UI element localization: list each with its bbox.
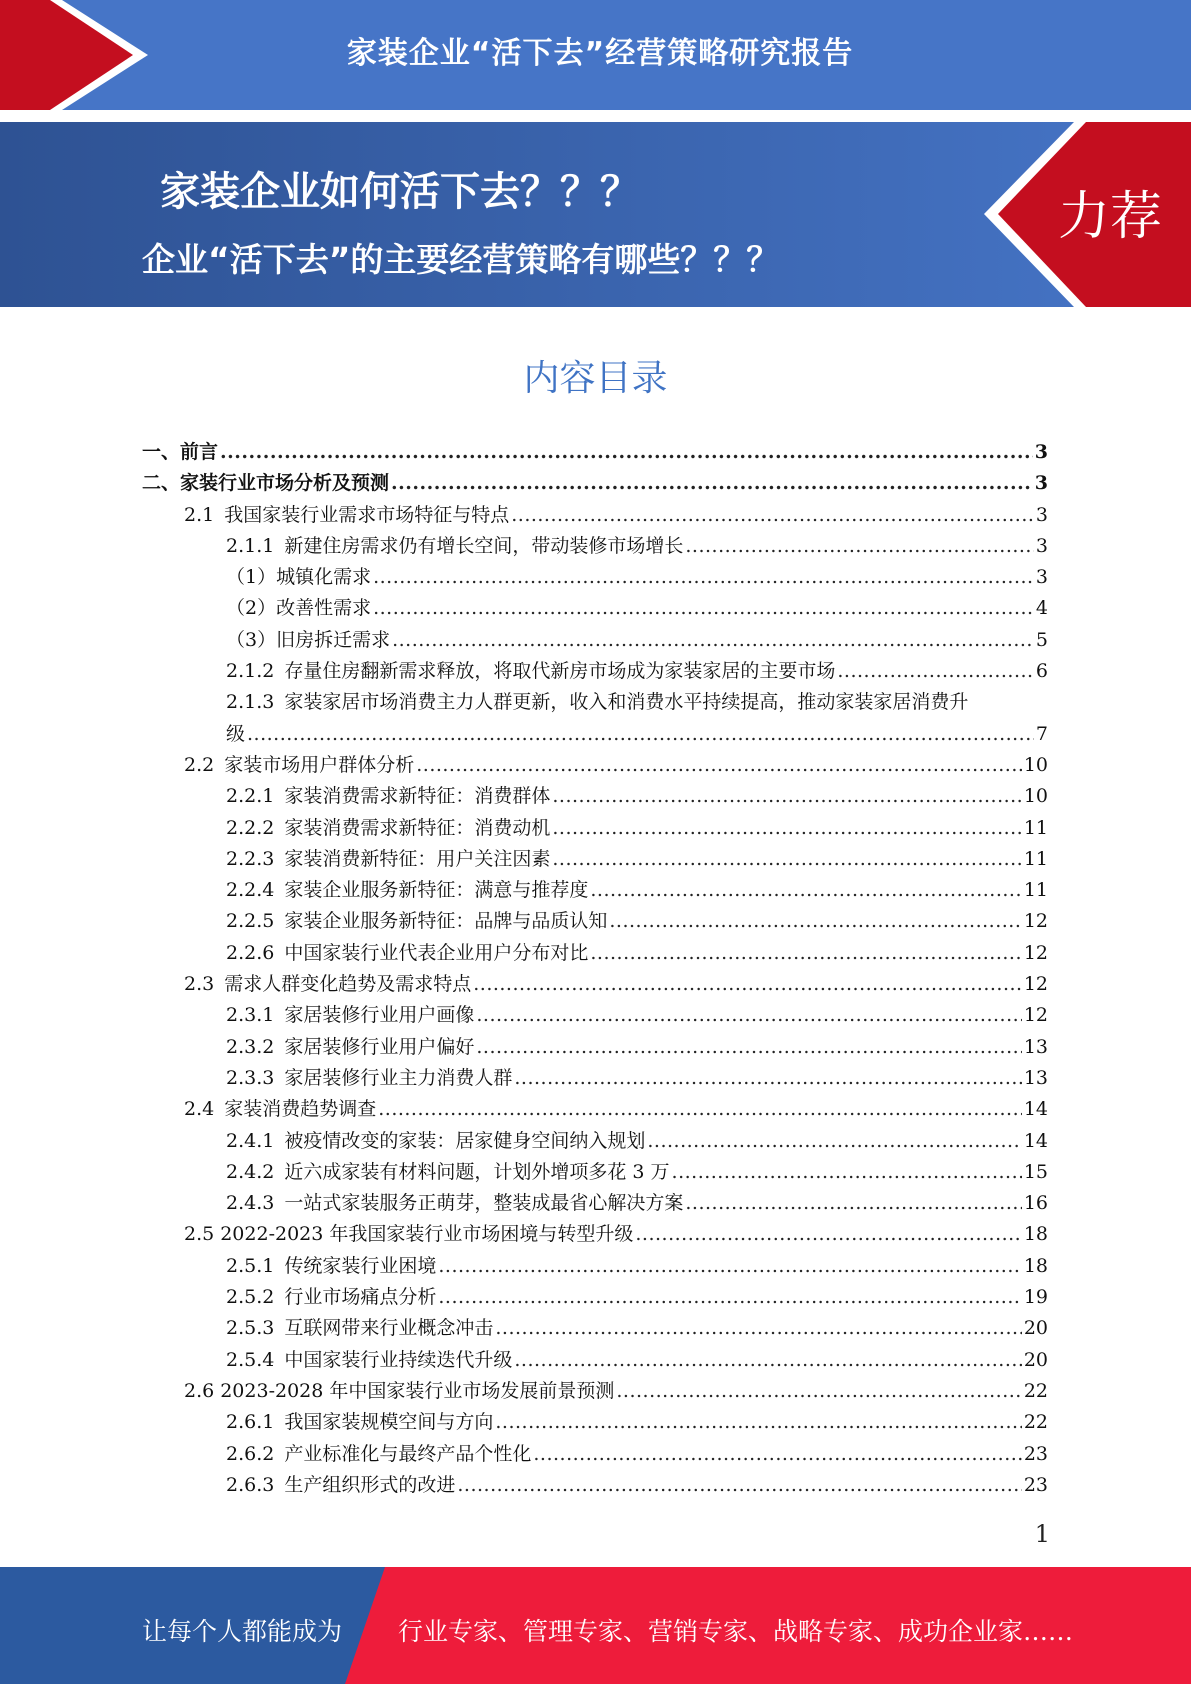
- banner-question-1: 家装企业如何活下去？？？: [160, 169, 640, 215]
- toc-leader: [635, 1223, 1021, 1245]
- toc-entry-title-continuation: 级: [226, 722, 246, 745]
- toc-entry-page: 12: [1023, 910, 1048, 933]
- toc-entry-page: 20: [1023, 1348, 1048, 1371]
- toc-entry[interactable]: [142, 1157, 1048, 1188]
- toc-entry-title: 2023-2028 年中国家装行业市场发展前景预测: [220, 1379, 615, 1402]
- toc-leader: [438, 1255, 1021, 1277]
- toc-entry-title: 家居装修行业主力消费人群: [284, 1066, 513, 1089]
- toc-entry-number: 2.4: [184, 1098, 215, 1121]
- toc-entry-number: 2.4.1: [226, 1129, 275, 1152]
- toc-entry-page: 16: [1023, 1192, 1048, 1215]
- toc-entry-page: 13: [1023, 1066, 1048, 1089]
- toc-entry-title: 家居装修行业用户画像: [284, 1004, 475, 1027]
- toc-entry-page: 11: [1023, 879, 1048, 902]
- toc-entry-page: 3: [1035, 534, 1048, 557]
- toc-entry-title: 家装消费新特征：用户关注因素: [284, 847, 551, 870]
- toc-entry-number: 一、: [142, 441, 181, 463]
- toc-entry-wrapped[interactable]: [142, 687, 1048, 718]
- toc-entry[interactable]: [142, 656, 1048, 687]
- toc-entry-number: 2.3: [184, 973, 215, 996]
- toc-entry-page: 20: [1023, 1317, 1048, 1340]
- toc-leader: [552, 817, 1021, 839]
- toc-entry-page: 14: [1023, 1129, 1048, 1152]
- toc-entry-number: 2.5.1: [226, 1254, 275, 1277]
- toc-entry-number: 2.3.3: [226, 1066, 275, 1089]
- toc-leader: [533, 1443, 1021, 1465]
- toc-entry-page: 12: [1023, 973, 1048, 996]
- toc-entry-title: 近六成家装有材料问题，计划外增项多花 3 万: [284, 1160, 670, 1183]
- toc-entry[interactable]: [142, 531, 1048, 562]
- toc-entry-page: 15: [1023, 1160, 1048, 1183]
- toc-entry-title: 行业市场痛点分析: [284, 1286, 437, 1309]
- toc-entry-page: 7: [1035, 722, 1048, 745]
- toc-entry-title: 家装消费需求新特征：消费动机: [284, 816, 551, 839]
- toc-entry-number: 2.5: [184, 1223, 215, 1246]
- toc-entry[interactable]: [142, 1063, 1048, 1094]
- toc-leader: [247, 723, 1034, 745]
- toc-leader: [391, 472, 1033, 494]
- toc-entry-page: 12: [1023, 1004, 1048, 1027]
- toc-entry[interactable]: [142, 1219, 1048, 1250]
- toc-entry[interactable]: [142, 875, 1048, 906]
- toc-entry[interactable]: [142, 1188, 1048, 1219]
- toc-entry-title: 家装消费趋势调查: [224, 1098, 377, 1121]
- toc-entry-title: 传统家装行业困境: [284, 1254, 437, 1277]
- toc-entry-title: 家装市场用户群体分析: [224, 753, 415, 776]
- toc-entry-number: 2.5.2: [226, 1286, 275, 1309]
- report-title: 家装企业“活下去”经营策略研究报告: [346, 36, 854, 71]
- toc-leader: [457, 1474, 1021, 1496]
- toc-entry-number: 2.3.1: [226, 1004, 275, 1027]
- toc-entry-number: 2.2.6: [226, 941, 275, 964]
- toc-entry[interactable]: [142, 1439, 1048, 1470]
- toc-entry-page: 4: [1035, 597, 1048, 620]
- toc-entry-page: 18: [1023, 1223, 1048, 1246]
- toc-entry-number: 2.2.4: [226, 879, 275, 902]
- toc-leader: [476, 1036, 1021, 1058]
- toc-entry[interactable]: [142, 844, 1048, 875]
- toc-leader: [590, 879, 1021, 901]
- toc-leader: [373, 566, 1034, 588]
- toc-entry[interactable]: [142, 1251, 1048, 1282]
- toc-entry-number: 2.5.4: [226, 1348, 275, 1371]
- toc-leader: [837, 660, 1034, 682]
- toc-entry-title: 家装企业服务新特征：品牌与品质认知: [284, 910, 608, 933]
- toc-entry-title: 我国家装行业需求市场特征与特点: [224, 503, 510, 526]
- toc-entry-number: 2.4.2: [226, 1160, 275, 1183]
- toc-entry-continuation[interactable]: [142, 719, 1048, 750]
- toc-entry-page: 3: [1034, 472, 1048, 495]
- toc-leader: [514, 1349, 1021, 1371]
- toc-leader: [590, 942, 1021, 964]
- toc-entry-number: 2.6.3: [226, 1473, 275, 1496]
- toc-leader: [416, 754, 1022, 776]
- toc-entry-page: 11: [1023, 847, 1048, 870]
- toc-entry-page: 5: [1035, 628, 1048, 651]
- toc-entry[interactable]: [142, 938, 1048, 969]
- toc-entry[interactable]: [142, 625, 1048, 656]
- toc-entry[interactable]: [142, 437, 1048, 468]
- toc-entry[interactable]: [142, 906, 1048, 937]
- toc-entry-number: 2.1.1: [226, 534, 275, 557]
- toc-entry[interactable]: [142, 562, 1048, 593]
- toc-leader: [511, 504, 1034, 526]
- toc-entry-number: 2.1.3: [226, 691, 275, 714]
- toc-entry-page: 3: [1035, 503, 1048, 526]
- toc-entry-title: 前言: [180, 441, 219, 463]
- toc-entry-title: 生产组织形式的改进: [284, 1473, 456, 1496]
- page-number: 1: [1034, 1520, 1050, 1548]
- toc-entry-number: 2.2.3: [226, 847, 275, 870]
- toc-entry[interactable]: [142, 1407, 1048, 1438]
- toc-leader: [685, 1192, 1021, 1214]
- toc-entry-number: 2.1: [184, 503, 215, 526]
- toc-entry-title: 被疫情改变的家装：居家健身空间纳入规划: [284, 1129, 646, 1152]
- toc-entry-number: 2.2.2: [226, 816, 275, 839]
- toc-entry-number: 2.2: [184, 753, 215, 776]
- toc-entry-number: 2.6.1: [226, 1411, 275, 1434]
- footer-band: [0, 1567, 1191, 1684]
- toc-entry-title: 家装家居市场消费主力人群更新，收入和消费水平持续提高，推动家装家居消费升: [284, 691, 969, 714]
- toc-entry-title: （3）旧房拆迁需求: [226, 628, 391, 651]
- toc-entry-page: 10: [1023, 753, 1048, 776]
- toc-entry-title: 中国家装行业代表企业用户分布对比: [284, 941, 589, 964]
- toc-entry[interactable]: [142, 1470, 1048, 1501]
- toc-entry-page: 6: [1035, 660, 1048, 683]
- table-of-contents: [142, 437, 1048, 1501]
- toc-entry[interactable]: [142, 468, 1048, 499]
- toc-entry-page: 11: [1023, 816, 1048, 839]
- toc-leader: [220, 441, 1033, 463]
- toc-entry[interactable]: [142, 750, 1048, 781]
- toc-entry-page: 22: [1023, 1379, 1048, 1402]
- toc-leader: [647, 1130, 1021, 1152]
- toc-entry-page: 23: [1023, 1473, 1048, 1496]
- toc-entry-title: 一站式家装服务正萌芽，整装成最省心解决方案: [284, 1192, 684, 1215]
- footer-slogan-left: 让每个人都能成为: [142, 1617, 343, 1646]
- footer-slogan-right: 行业专家、管理专家、营销专家、战略专家、成功企业家……: [398, 1617, 1074, 1646]
- toc-entry-title: 我国家装规模空间与方向: [284, 1411, 494, 1434]
- toc-entry[interactable]: [142, 813, 1048, 844]
- toc-entry[interactable]: [142, 969, 1048, 1000]
- toc-leader: [685, 535, 1034, 557]
- question-banner: [0, 122, 1191, 307]
- toc-entry-title: 存量住房翻新需求释放，将取代新房市场成为家装家居的主要市场: [284, 660, 836, 683]
- toc-entry-title: 需求人群变化趋势及需求特点: [224, 973, 472, 996]
- toc-leader: [373, 597, 1034, 619]
- toc-entry[interactable]: [142, 500, 1048, 531]
- banner-question-2: 企业“活下去”的主要经营策略有哪些？？？: [142, 240, 780, 279]
- toc-entry-number: 二、: [142, 472, 181, 495]
- toc-leader: [378, 1098, 1022, 1120]
- toc-leader: [552, 785, 1021, 807]
- toc-entry-title: 家装行业市场分析及预测: [180, 472, 390, 495]
- toc-entry[interactable]: [142, 1282, 1048, 1313]
- toc-entry-number: 2.5.3: [226, 1317, 275, 1340]
- toc-entry-number: 2.1.2: [226, 660, 275, 683]
- toc-leader: [514, 1067, 1021, 1089]
- toc-entry-page: 3: [1034, 441, 1048, 463]
- toc-entry-number: 2.2.5: [226, 910, 275, 933]
- toc-entry-title: 家居装修行业用户偏好: [284, 1035, 475, 1058]
- toc-entry-page: 19: [1023, 1286, 1048, 1309]
- toc-entry-title: 互联网带来行业概念冲击: [284, 1317, 494, 1340]
- toc-leader: [473, 973, 1022, 995]
- recommend-tag: 力荐: [1058, 187, 1163, 247]
- toc-entry-title: 家装企业服务新特征：满意与推荐度: [284, 879, 589, 902]
- toc-leader: [495, 1317, 1021, 1339]
- toc-entry-title: 产业标准化与最终产品个性化: [284, 1442, 532, 1465]
- toc-leader: [438, 1286, 1021, 1308]
- toc-entry-page: 22: [1023, 1411, 1048, 1434]
- toc-leader: [616, 1380, 1021, 1402]
- toc-entry-title: 新建住房需求仍有增长空间，带动装修市场增长: [284, 534, 684, 557]
- toc-entry[interactable]: [142, 1032, 1048, 1063]
- toc-entry[interactable]: [142, 1376, 1048, 1407]
- toc-entry[interactable]: [142, 1000, 1048, 1031]
- toc-entry-title: 2022-2023 年我国家装行业市场困境与转型升级: [220, 1223, 634, 1246]
- toc-entry-number: 2.3.2: [226, 1035, 275, 1058]
- toc-entry-title: 家装消费需求新特征：消费群体: [284, 785, 551, 808]
- toc-leader: [495, 1411, 1021, 1433]
- toc-entry-page: 18: [1023, 1254, 1048, 1277]
- toc-entry-number: 2.4.3: [226, 1192, 275, 1215]
- toc-entry-title: 中国家装行业持续迭代升级: [284, 1348, 513, 1371]
- toc-entry-number: 2.6: [184, 1379, 215, 1402]
- toc-entry-page: 23: [1023, 1442, 1048, 1465]
- toc-leader: [476, 1004, 1021, 1026]
- toc-entry-page: 10: [1023, 785, 1048, 808]
- header-band: [0, 0, 1191, 110]
- toc-entry-page: 12: [1023, 941, 1048, 964]
- toc-entry[interactable]: [142, 1313, 1048, 1344]
- toc-leader: [392, 629, 1034, 651]
- toc-entry[interactable]: [142, 1126, 1048, 1157]
- toc-leader: [552, 848, 1021, 870]
- toc-entry[interactable]: [142, 593, 1048, 624]
- toc-entry-page: 3: [1035, 566, 1048, 589]
- toc-heading: 内容目录: [523, 358, 668, 399]
- toc-entry-page: 14: [1023, 1098, 1048, 1121]
- toc-entry[interactable]: [142, 781, 1048, 812]
- toc-entry-page: 13: [1023, 1035, 1048, 1058]
- toc-entry-number: 2.6.2: [226, 1442, 275, 1465]
- toc-leader: [609, 910, 1021, 932]
- toc-entry[interactable]: [142, 1345, 1048, 1376]
- toc-entry-number: 2.2.1: [226, 785, 275, 808]
- toc-entry-title: （1）城镇化需求: [226, 566, 372, 589]
- toc-leader: [672, 1161, 1022, 1183]
- toc-entry[interactable]: [142, 1094, 1048, 1125]
- toc-entry-title: （2）改善性需求: [226, 597, 372, 620]
